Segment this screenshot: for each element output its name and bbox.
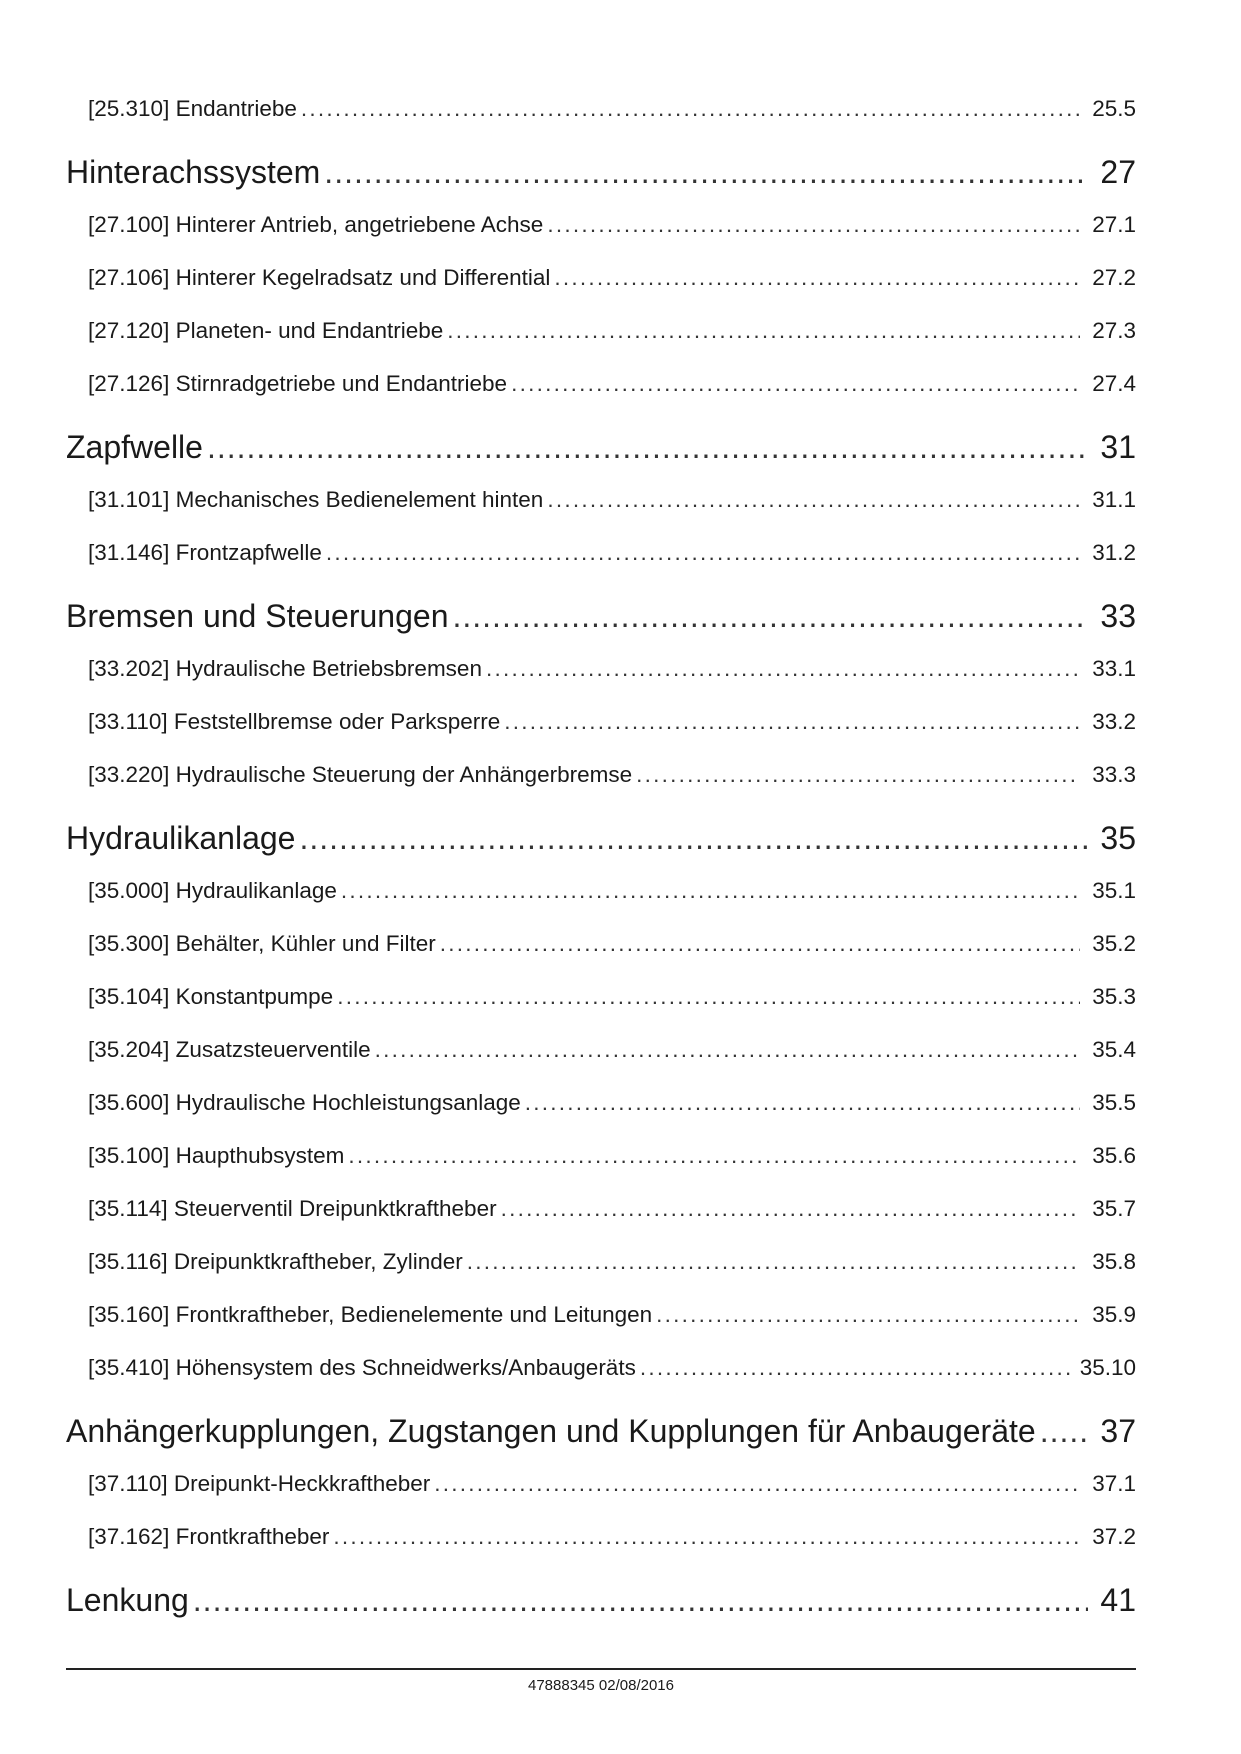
toc-entry-page-number: 35.7 (1092, 1196, 1136, 1221)
toc-section-entry[interactable] (66, 1143, 1136, 1196)
toc-entry-page-number: 37.1 (1092, 1471, 1136, 1496)
toc-dot-leader (511, 371, 1080, 397)
toc-dot-leader (434, 1471, 1080, 1497)
toc-entry-page-number: 35.4 (1092, 1037, 1136, 1062)
toc-dot-leader (326, 540, 1080, 566)
toc-chapter-entry[interactable] (66, 424, 1136, 487)
toc-entry-title: [35.300] Behälter, Kühler und Filter (88, 931, 436, 956)
toc-dot-leader (207, 429, 1088, 466)
footer-divider (66, 1668, 1136, 1670)
toc-dot-leader (193, 1582, 1088, 1619)
toc-dot-leader (301, 96, 1080, 122)
toc-entry-page-number: 35.10 (1079, 1355, 1136, 1380)
toc-entry-page-number: 35.5 (1092, 1090, 1136, 1115)
toc-entry-page-number: 35.8 (1092, 1249, 1136, 1274)
toc-dot-leader (640, 1355, 1072, 1381)
toc-section-entry[interactable] (66, 1196, 1136, 1249)
toc-entry-title: [35.104] Konstantpumpe (88, 984, 334, 1009)
toc-entry-title: [27.120] Planeten- und Endantriebe (88, 318, 444, 343)
toc-dot-leader (440, 931, 1080, 957)
toc-entry-title: [33.220] Hydraulische Steuerung der Anhängerbremse (88, 762, 633, 787)
toc-entry-page-number: 35.2 (1092, 931, 1136, 956)
toc-section-entry[interactable] (66, 1471, 1136, 1524)
toc-entry-page-number: 35.1 (1092, 878, 1136, 903)
toc-section-entry[interactable] (66, 318, 1136, 371)
toc-chapter-entry[interactable] (66, 1408, 1136, 1471)
toc-entry-title: [37.110] Dreipunkt-Heckkraftheber (88, 1471, 431, 1496)
toc-section-entry[interactable] (66, 487, 1136, 540)
toc-entry-page-number: 35.6 (1092, 1143, 1136, 1168)
toc-entry-page-number: 33 (1100, 598, 1136, 634)
toc-dot-leader (554, 265, 1080, 291)
toc-entry-page-number: 33.2 (1092, 709, 1136, 734)
toc-entry-page-number: 33.3 (1092, 762, 1136, 787)
toc-entry-title: [35.410] Höhensystem des Schneidwerks/Anbaugeräts (88, 1355, 636, 1380)
toc-dot-leader (447, 318, 1080, 344)
toc-dot-leader (486, 656, 1080, 682)
toc-section-entry[interactable] (66, 540, 1136, 593)
toc-entry-title: Lenkung (66, 1582, 189, 1618)
toc-entry-page-number: 27.2 (1092, 265, 1136, 290)
toc-entry-page-number: 27.3 (1092, 318, 1136, 343)
toc-entry-page-number: 27.4 (1092, 371, 1136, 396)
toc-entry-title: Zapfwelle (66, 429, 203, 465)
toc-entry-title: [35.160] Frontkraftheber, Bedienelemente und Leitungen (88, 1302, 653, 1327)
toc-entry-title: [33.202] Hydraulische Betriebsbremsen (88, 656, 482, 681)
toc-chapter-entry[interactable] (66, 149, 1136, 212)
toc-entry-title: Hinterachssystem (66, 154, 321, 190)
toc-dot-leader (656, 1302, 1080, 1328)
toc-entry-title: Anhängerkupplungen, Zugstangen und Kupplungen für Anbaugeräte (66, 1413, 1036, 1449)
toc-entry-title: [27.100] Hinterer Antrieb, angetriebene Achse (88, 212, 544, 237)
toc-section-entry[interactable] (66, 762, 1136, 815)
toc-entry-page-number: 31.1 (1092, 487, 1136, 512)
toc-dot-leader (501, 1196, 1080, 1222)
toc-dot-leader (299, 820, 1088, 857)
toc-section-entry[interactable] (66, 931, 1136, 984)
toc-entry-title: Hydraulikanlage (66, 820, 296, 856)
toc-entry-title: [33.110] Feststellbremse oder Parksperre (88, 709, 501, 734)
toc-section-entry[interactable] (66, 984, 1136, 1037)
table-of-contents (66, 96, 1136, 1640)
toc-section-entry[interactable] (66, 96, 1136, 149)
toc-dot-leader (467, 1249, 1080, 1275)
toc-entry-title: [31.146] Frontzapfwelle (88, 540, 322, 565)
toc-entry-page-number: 27 (1100, 154, 1136, 190)
toc-chapter-entry[interactable] (66, 815, 1136, 878)
toc-entry-title: Bremsen und Steuerungen (66, 598, 449, 634)
toc-entry-title: [35.204] Zusatzsteuerventile (88, 1037, 371, 1062)
toc-entry-page-number: 37 (1100, 1413, 1136, 1449)
toc-entry-page-number: 27.1 (1092, 212, 1136, 237)
toc-section-entry[interactable] (66, 1524, 1136, 1577)
toc-section-entry[interactable] (66, 1037, 1136, 1090)
toc-section-entry[interactable] (66, 878, 1136, 931)
toc-section-entry[interactable] (66, 656, 1136, 709)
toc-entry-page-number: 35.9 (1092, 1302, 1136, 1327)
toc-entry-title: [35.000] Hydraulikanlage (88, 878, 337, 903)
toc-dot-leader (341, 878, 1080, 904)
toc-dot-leader (525, 1090, 1080, 1116)
toc-entry-page-number: 33.1 (1092, 656, 1136, 681)
toc-dot-leader (375, 1037, 1080, 1063)
toc-dot-leader (547, 212, 1080, 238)
toc-entry-title: [31.101] Mechanisches Bedienelement hinten (88, 487, 544, 512)
toc-section-entry[interactable] (66, 212, 1136, 265)
toc-section-entry[interactable] (66, 1302, 1136, 1355)
toc-chapter-entry[interactable] (66, 593, 1136, 656)
toc-entry-page-number: 41 (1100, 1582, 1136, 1618)
toc-entry-title: [27.126] Stirnradgetriebe und Endantriebe (88, 371, 508, 396)
toc-entry-title: [37.162] Frontkraftheber (88, 1524, 330, 1549)
toc-entry-page-number: 25.5 (1092, 96, 1136, 121)
toc-dot-leader (333, 1524, 1080, 1550)
toc-section-entry[interactable] (66, 265, 1136, 318)
toc-dot-leader (636, 762, 1080, 788)
toc-section-entry[interactable] (66, 371, 1136, 424)
toc-entry-page-number: 35 (1100, 820, 1136, 856)
toc-entry-page-number: 37.2 (1092, 1524, 1136, 1549)
toc-entry-page-number: 35.3 (1092, 984, 1136, 1009)
toc-entry-page-number: 31.2 (1092, 540, 1136, 565)
toc-dot-leader (1040, 1413, 1088, 1450)
toc-dot-leader (452, 598, 1088, 635)
toc-entry-title: [27.106] Hinterer Kegelradsatz und Differential (88, 265, 551, 290)
toc-section-entry[interactable] (66, 1355, 1136, 1408)
toc-entry-title: [35.116] Dreipunktkraftheber, Zylinder (88, 1249, 463, 1274)
toc-section-entry[interactable] (66, 1090, 1136, 1143)
toc-dot-leader (504, 709, 1080, 735)
toc-dot-leader (348, 1143, 1080, 1169)
toc-entry-title: [35.100] Haupthubsystem (88, 1143, 345, 1168)
toc-chapter-entry[interactable] (66, 1577, 1136, 1640)
toc-entry-title: [35.114] Steuerventil Dreipunktkraftheber (88, 1196, 497, 1221)
toc-section-entry[interactable] (66, 709, 1136, 762)
toc-dot-leader (324, 154, 1088, 191)
toc-entry-title: [25.310] Endantriebe (88, 96, 297, 121)
toc-entry-title: [35.600] Hydraulische Hochleistungsanlage (88, 1090, 521, 1115)
toc-entry-page-number: 31 (1100, 429, 1136, 465)
toc-dot-leader (337, 984, 1080, 1010)
toc-dot-leader (547, 487, 1080, 513)
footer-document-id: 47888345 02/08/2016 (528, 1677, 674, 1694)
toc-section-entry[interactable] (66, 1249, 1136, 1302)
